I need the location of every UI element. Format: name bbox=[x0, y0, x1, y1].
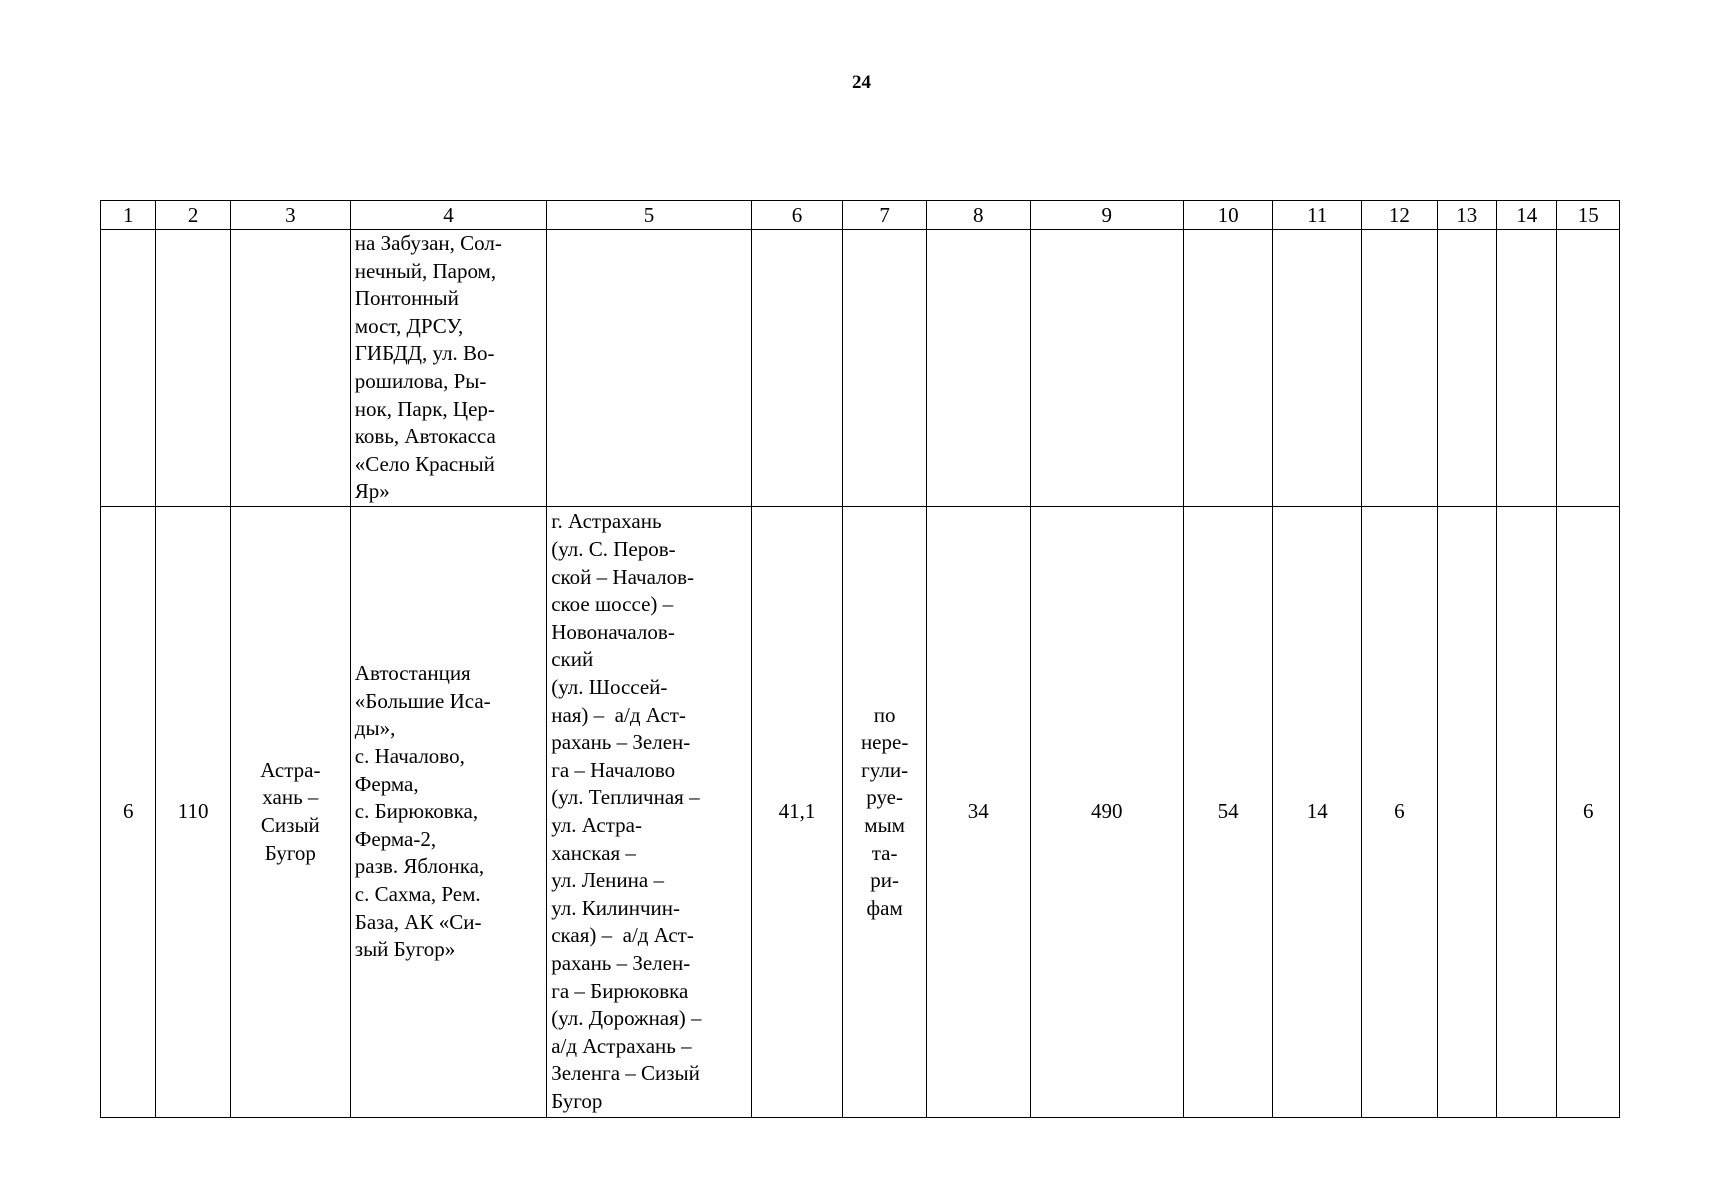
table-cell bbox=[1557, 230, 1620, 507]
column-number: 9 bbox=[1030, 201, 1183, 230]
tariff-type-cell: по нере- гули- руе- мым та- ри- фам bbox=[843, 507, 927, 1118]
table-cell: 6 bbox=[1557, 507, 1620, 1118]
table-cell bbox=[547, 230, 751, 507]
table-cell: 6 bbox=[1362, 507, 1438, 1118]
column-number: 14 bbox=[1497, 201, 1557, 230]
column-number: 10 bbox=[1183, 201, 1273, 230]
table-cell bbox=[1437, 507, 1496, 1118]
table-cell: 490 bbox=[1030, 507, 1183, 1118]
table-cell bbox=[101, 230, 156, 507]
column-number-row bbox=[101, 201, 1620, 230]
column-number: 12 bbox=[1362, 201, 1438, 230]
table-cell bbox=[1437, 230, 1496, 507]
column-number: 4 bbox=[350, 201, 546, 230]
table-cell: 54 bbox=[1183, 507, 1273, 1118]
table-cell bbox=[1362, 230, 1438, 507]
column-number: 6 bbox=[751, 201, 843, 230]
route-path-cell: г. Астрахань (ул. С. Перов- ской – Началов- ское шоссе) – Новоначалов- ский (ул. Шоссей- ная) – а/д Аст- рахань – Зелен- га – Началово (ул. Тепличная – ул. Астра- ханская – ул. Ленина – ул. Килинчин- ская) – а/д Аст- рахань – Зелен- га – Бирюковка (ул. Дорожная) – а/д Астрахань – Зеленга – Сизый Бугор bbox=[547, 507, 751, 1118]
table-cell bbox=[926, 230, 1030, 507]
table-cell bbox=[1030, 230, 1183, 507]
route-stops-cell: Автостанция «Большие Иса- ды», с. Началово, Ферма, с. Бирюковка, Ферма-2, разв. Яблонка, с. Сахма, Рем. База, АК «Си- зый Бугор» bbox=[350, 507, 546, 1118]
column-number: 11 bbox=[1273, 201, 1362, 230]
column-number: 13 bbox=[1437, 201, 1496, 230]
continuation-row bbox=[101, 230, 1620, 507]
table-cell: 34 bbox=[926, 507, 1030, 1118]
column-number: 2 bbox=[156, 201, 231, 230]
column-number: 5 bbox=[547, 201, 751, 230]
table-cell bbox=[843, 230, 927, 507]
table-cell bbox=[1273, 230, 1362, 507]
table-cell bbox=[1497, 507, 1557, 1118]
table-cell bbox=[230, 230, 350, 507]
table-row bbox=[101, 507, 1620, 1118]
column-number: 7 bbox=[843, 201, 927, 230]
page-number: 24 bbox=[852, 72, 871, 93]
route-name-cell: Астра- хань – Сизый Бугор bbox=[230, 507, 350, 1118]
table-cell bbox=[1183, 230, 1273, 507]
route-length-cell: 41,1 bbox=[751, 507, 843, 1118]
column-number: 15 bbox=[1557, 201, 1620, 230]
route-schedule-table bbox=[100, 200, 1620, 1118]
stops-continued-cell: на Забузан, Сол- нечный, Паром, Понтонный мост, ДРСУ, ГИБДД, ул. Во- рошилова, Ры- нок, Парк, Цер- ковь, Автокасса «Село Красный Яр» bbox=[350, 230, 546, 507]
route-number-cell: 110 bbox=[156, 507, 231, 1118]
column-number: 8 bbox=[926, 201, 1030, 230]
route-index-cell: 6 bbox=[101, 507, 156, 1118]
column-number: 1 bbox=[101, 201, 156, 230]
table-cell bbox=[1497, 230, 1557, 507]
column-number: 3 bbox=[230, 201, 350, 230]
table-cell: 14 bbox=[1273, 507, 1362, 1118]
table-cell bbox=[156, 230, 231, 507]
table-cell bbox=[751, 230, 843, 507]
